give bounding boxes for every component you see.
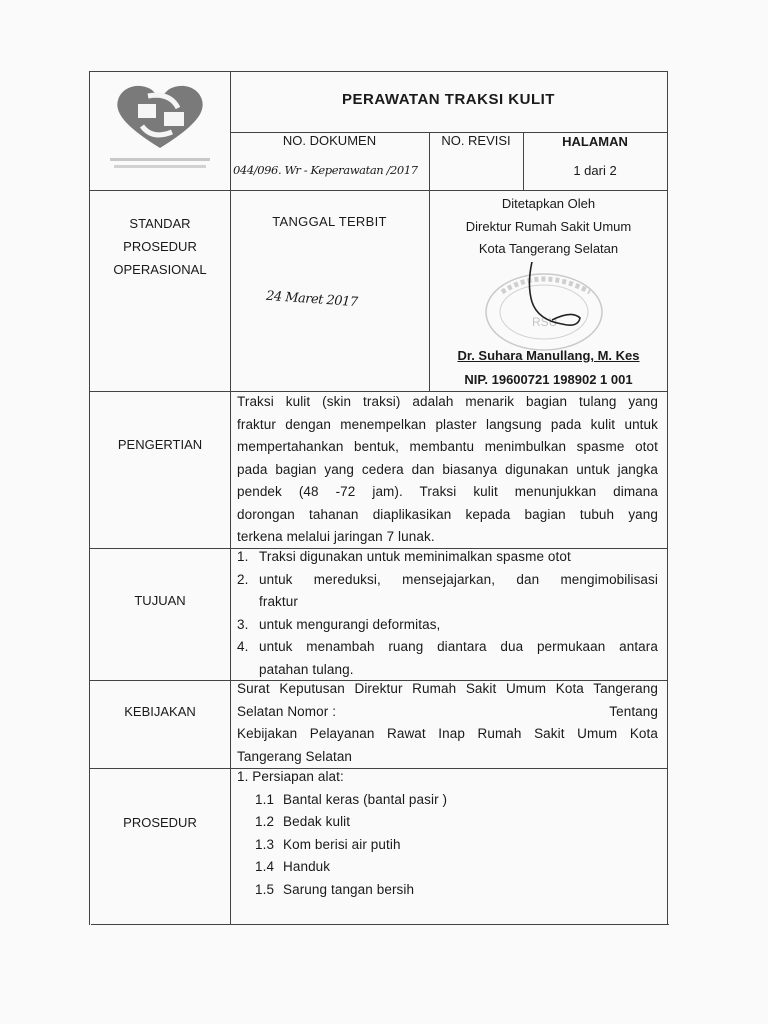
- tujuan-item-4: [237, 636, 658, 659]
- kebijakan-nomor: Selatan Nomor :: [237, 703, 337, 719]
- halaman-value: 1 dari 2: [573, 163, 617, 178]
- tujuan-num: 3.: [237, 616, 249, 632]
- prosedur-text: Bedak kulit: [283, 814, 351, 829]
- signer-nip: NIP. 19600721 198902 1 001: [464, 372, 633, 387]
- prosedur-list: [237, 766, 658, 901]
- no-dokumen-value: 044/096. Wr - Keperawatan /2017: [233, 163, 418, 177]
- prosedur-item: [237, 789, 658, 812]
- tujuan-item-4-cont: patahan tulang.: [259, 661, 354, 677]
- tujuan-item-2: [237, 569, 658, 592]
- no-revisi-label: NO. REVISI: [441, 133, 511, 148]
- prosedur-text: Bantal keras (bantal pasir ): [283, 791, 448, 807]
- prosedur-item: [237, 834, 658, 857]
- border-left: [89, 71, 90, 925]
- prosedur-item: [237, 879, 658, 902]
- hospital-logo: [108, 78, 212, 176]
- kebijakan-line-3: Kebijakan Pelayanan Rawat Inap Rumah Sakit Umum Kota: [237, 726, 658, 741]
- border-header-bottom: [89, 190, 667, 191]
- pengertian-line: pendek (48 -72 jam). Traksi kulit menunjukkan dimana: [237, 484, 658, 499]
- kebijakan-line-2: [237, 701, 658, 724]
- sop-label-line-2: PROSEDUR: [123, 239, 197, 254]
- ditetapkan-block: [430, 193, 667, 261]
- prosedur-num: 1.4: [255, 859, 275, 874]
- halaman-label: HALAMAN: [562, 134, 628, 149]
- pengertian-line: mempertahankan bentuk, membantu menimbulkan spasme otot: [237, 439, 658, 454]
- sop-label-line-3: OPERASIONAL: [113, 262, 207, 277]
- ditetapkan-kota: Kota Tangerang Selatan: [478, 241, 619, 256]
- border-label-col: [230, 71, 231, 925]
- prosedur-num: 1.3: [255, 836, 275, 852]
- tujuan-text: untuk mengurangi deformitas,: [259, 616, 441, 632]
- document-title: PERAWATAN TRAKSI KULIT: [342, 91, 555, 108]
- stamp-text: RSU: [532, 315, 558, 329]
- prosedur-text: Sarung tangan bersih: [283, 881, 415, 897]
- hospital-heart-logo-icon: [108, 78, 212, 176]
- signer-name: Dr. Suhara Manullang, M. Kes: [457, 348, 640, 363]
- kebijakan-line-4: Tangerang Selatan: [237, 748, 353, 764]
- sop-label-line-1: STANDAR: [129, 216, 191, 231]
- tujuan-text: untuk menambah ruang diantara dua permukaan antara: [259, 639, 658, 654]
- kebijakan-text: [237, 678, 658, 768]
- border-top: [89, 71, 667, 72]
- pengertian-line: Traksi kulit (skin traksi) adalah menarik bagian tulang yang: [237, 394, 658, 409]
- tujuan-item-2-cont: fraktur: [259, 594, 298, 609]
- prosedur-text: Kom berisi air putih: [283, 836, 401, 852]
- pengertian-label: PENGERTIAN: [117, 437, 203, 452]
- border-right: [667, 71, 668, 925]
- kebijakan-label: KEBIJAKAN: [124, 704, 196, 719]
- ditetapkan-direktur: Direktur Rumah Sakit Umum: [465, 218, 632, 234]
- pengertian-text: [237, 391, 658, 549]
- prosedur-label: PROSEDUR: [123, 815, 197, 830]
- tanggal-terbit-label: TANGGAL TERBIT: [272, 214, 387, 229]
- pengertian-line: pada bagian yang cedera dan biasanya digunakan untuk jangka: [237, 461, 658, 477]
- sop-label: [90, 212, 230, 281]
- border-bottom: [91, 924, 669, 925]
- pengertian-line: fraktur dengan menempelkan plaster langsung pada kulit untuk: [237, 416, 658, 432]
- tujuan-item-1: [237, 546, 658, 569]
- prosedur-num: 1.1: [255, 791, 275, 807]
- tujuan-label: TUJUAN: [134, 593, 186, 608]
- prosedur-num: 1.5: [255, 881, 275, 897]
- ditetapkan-oleh: Ditetapkan Oleh: [501, 196, 596, 211]
- stamp-icon: [482, 262, 612, 352]
- pengertian-line: dorongan tahanan diaplikasikan kepada bagian tubuh yang: [237, 506, 658, 522]
- prosedur-text: Handuk: [283, 859, 331, 874]
- tujuan-num: 1.: [237, 549, 249, 564]
- prosedur-heading: 1. Persiapan alat:: [237, 769, 344, 784]
- tujuan-list: [237, 546, 658, 681]
- kebijakan-line-1: Surat Keputusan Direktur Rumah Sakit Umum Kota Tangerang: [237, 681, 658, 696]
- prosedur-item: [237, 811, 658, 834]
- prosedur-item: [237, 856, 658, 879]
- pengertian-line: terkena melalui jaringan 7 lunak.: [237, 529, 435, 544]
- tujuan-num: 2.: [237, 571, 249, 587]
- no-dokumen-label: NO. DOKUMEN: [282, 133, 377, 148]
- tujuan-item-3: [237, 614, 658, 637]
- tanggal-terbit-value: 24 Maret 2017: [265, 288, 359, 311]
- kebijakan-tentang: Tentang: [609, 703, 658, 719]
- prosedur-num: 1.2: [255, 814, 275, 829]
- tujuan-text: untuk mereduksi, mensejajarkan, dan mengimobilisasi: [259, 571, 658, 587]
- official-stamp: [482, 262, 612, 352]
- tujuan-num: 4.: [237, 639, 249, 654]
- tujuan-text: Traksi digunakan untuk meminimalkan spasme otot: [259, 549, 571, 564]
